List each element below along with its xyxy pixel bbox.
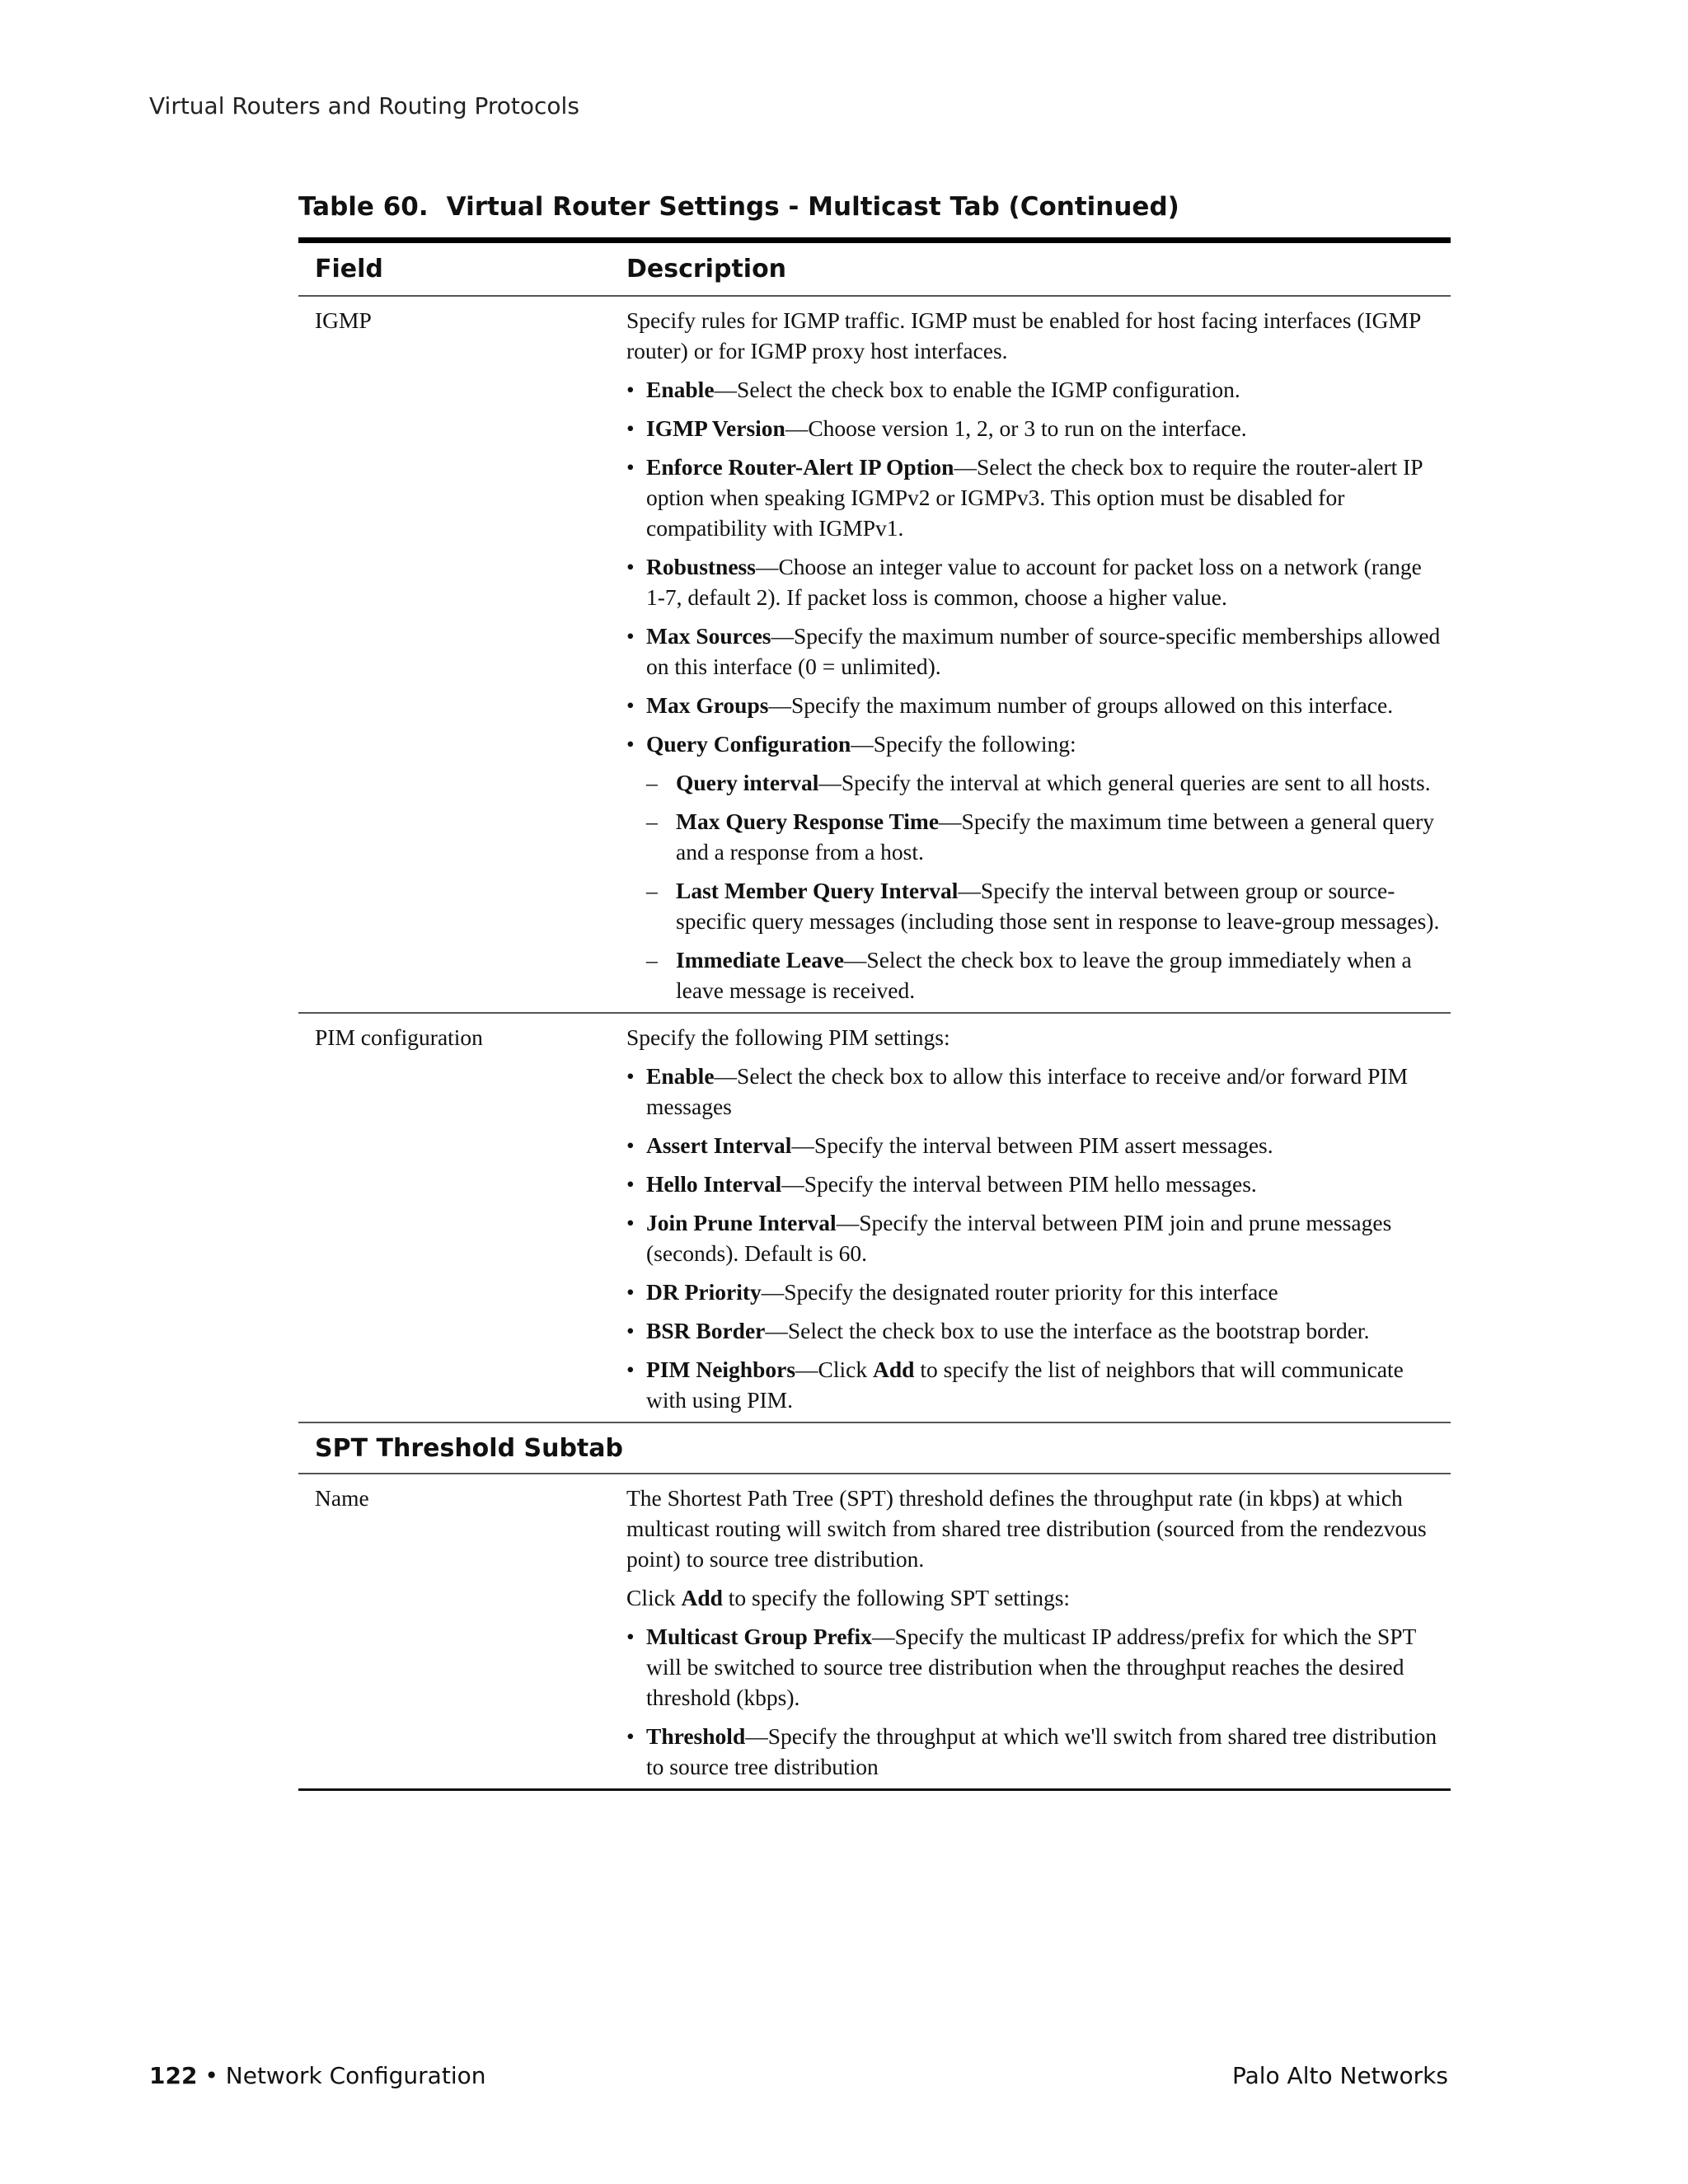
settings-table [298, 237, 1451, 1791]
page-number: 122 [149, 2062, 198, 2089]
table-number: Table 60. [298, 192, 429, 222]
sub-list-item: – Max Query Response Time—Specify the maximum time between a general query and a response from a host. [626, 806, 1442, 867]
spt-click-add: Click Add to specify the following SPT settings: [626, 1585, 1071, 1610]
sub-list-item: – Query interval—Specify the interval at which general queries are sent to all hosts. [626, 767, 1442, 798]
table-title-text: Virtual Router Settings - Multicast Tab (Continued) [446, 192, 1179, 222]
list-item: • Query Configuration—Specify the following: [626, 729, 1442, 759]
list-item: • PIM Neighbors—Click Add to specify the list of neighbors that will communicate with using PIM. [626, 1354, 1442, 1415]
page-footer-left: 122 • Network Configuration [149, 2062, 486, 2089]
sub-list-item: – Last Member Query Interval—Specify the interval between group or source-specific query messages (including those sent in response to leave-group messages). [626, 875, 1442, 936]
list-item: • Multicast Group Prefix—Specify the multicast IP address/prefix for which the SPT will be switched to source tree distribution when the throughput reaches the desired threshold (kbps). [626, 1621, 1442, 1713]
field-igmp: IGMP [315, 307, 372, 333]
list-item: • Assert Interval—Specify the interval between PIM assert messages. [626, 1130, 1442, 1160]
list-item: • Max Sources—Specify the maximum number of source-specific memberships allowed on this interface (0 = unlimited). [626, 621, 1442, 682]
list-item: • IGMP Version—Choose version 1, 2, or 3 to run on the interface. [626, 413, 1442, 443]
list-item: • Enable—Select the check box to enable the IGMP configuration. [626, 374, 1442, 405]
footer-section: Network Configuration [225, 2062, 486, 2089]
pim-intro: Specify the following PIM settings: [626, 1024, 950, 1050]
field-pim: PIM configuration [315, 1024, 483, 1050]
list-item: • Enable—Select the check box to allow this interface to receive and/or forward PIM messages [626, 1061, 1442, 1122]
pim-list [626, 1061, 1442, 1415]
table-top-rule [298, 237, 1451, 243]
description-name [610, 1483, 1451, 1782]
list-item: • Hello Interval—Specify the interval between PIM hello messages. [626, 1169, 1442, 1199]
table-title [298, 192, 1179, 222]
list-item: • Robustness—Choose an integer value to account for packet loss on a network (range 1-7, default 2). If packet loss is common, choose a higher value. [626, 551, 1442, 612]
description-pim [610, 1022, 1451, 1415]
igmp-list [626, 374, 1442, 1005]
igmp-intro: Specify rules for IGMP traffic. IGMP must be enabled for host facing interfaces (IGMP router) or for IGMP proxy host interfaces. [626, 307, 1421, 363]
table-row-igmp [298, 297, 1451, 1012]
list-item: • Join Prune Interval—Specify the interval between PIM join and prune messages (seconds). Default is 60. [626, 1207, 1442, 1268]
description-igmp [610, 305, 1451, 1005]
table-header-row [298, 243, 1451, 295]
list-item: • DR Priority—Specify the designated router priority for this interface [626, 1277, 1442, 1307]
table-row-name [298, 1474, 1451, 1788]
footer-company: Palo Alto Networks [1231, 2062, 1448, 2089]
header-description: Description [626, 255, 787, 284]
running-head: Virtual Routers and Routing Protocols [149, 92, 579, 120]
field-name: Name [315, 1485, 369, 1511]
table-row-pim [298, 1014, 1451, 1422]
header-field: Field [315, 255, 383, 284]
list-item: • Threshold—Specify the throughput at which we'll switch from shared tree distribution to source tree distribution [626, 1721, 1442, 1782]
list-item: • Enforce Router-Alert IP Option—Select the check box to require the router-alert IP option when speaking IGMPv2 or IGMPv3. This option must be disabled for compatibility with IGMPv1. [626, 452, 1442, 543]
table-bottom-rule [298, 1788, 1451, 1791]
spt-list [626, 1621, 1442, 1782]
sub-list-item: – Immediate Leave—Select the check box to leave the group immediately when a leave message is received. [626, 944, 1442, 1005]
list-item: • Max Groups—Specify the maximum number of groups allowed on this interface. [626, 690, 1442, 720]
list-item: • BSR Border—Select the check box to use the interface as the bootstrap border. [626, 1315, 1442, 1346]
spt-intro: The Shortest Path Tree (SPT) threshold defines the throughput rate (in kbps) at which multicast routing will switch from shared tree distribution (sourced from the rendezvous point) to source tree distribution. [626, 1485, 1427, 1572]
spt-subheading: SPT Threshold Subtab [315, 1433, 623, 1463]
